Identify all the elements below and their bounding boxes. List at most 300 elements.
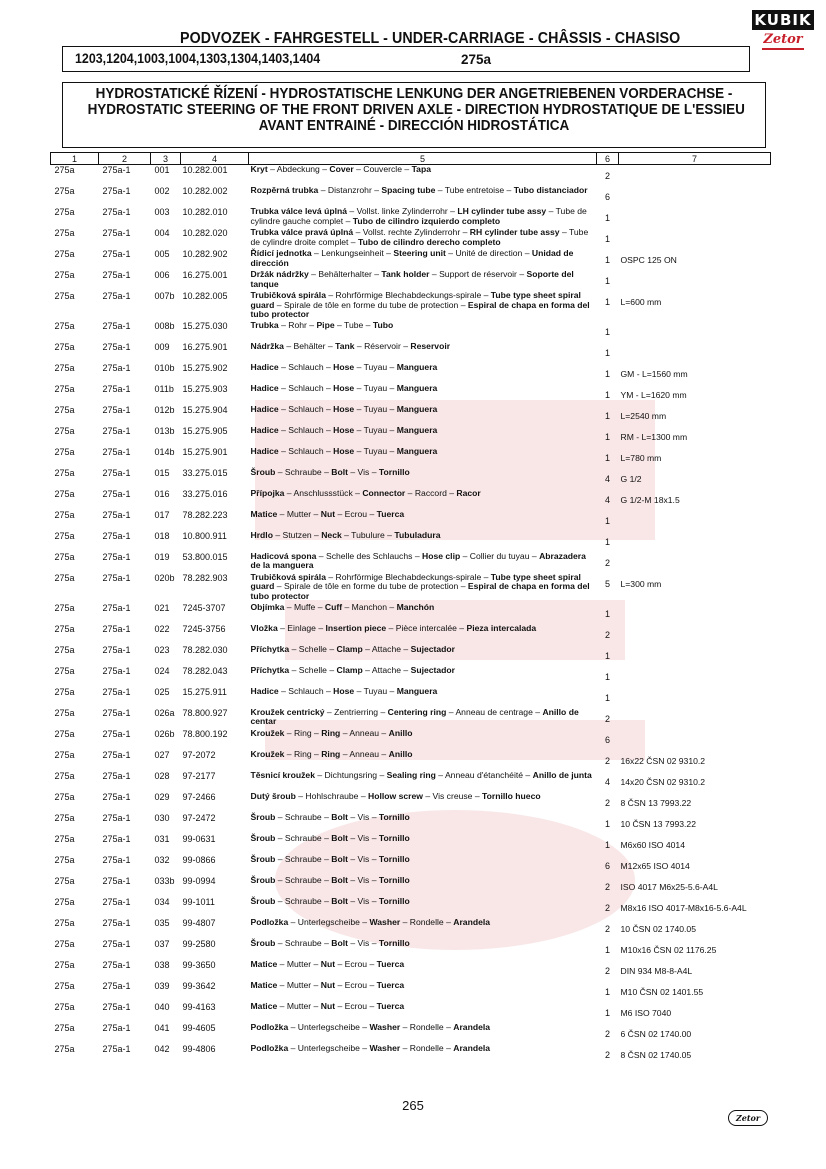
table-row [51, 531, 771, 552]
name-cz: Hrdlo [250, 529, 273, 540]
name-en: Clamp [336, 643, 363, 654]
cell-note [619, 165, 771, 187]
name-es: Pieza intercalada [466, 622, 537, 633]
cell-group: 275a [54, 875, 75, 886]
cell-note [619, 342, 771, 363]
cell-figure: 275a-1 [102, 791, 131, 802]
name-fr: Vis [357, 895, 370, 906]
name-fr: Ecrou [344, 979, 368, 990]
name-es: Tornillo [378, 853, 410, 864]
cell-description: Trubka – Rohr – Pipe – Tube – Tubo [250, 319, 394, 330]
table-row [51, 666, 771, 687]
name-cz: Příchytka [250, 643, 290, 654]
name-fr: Pièce intercalée [395, 622, 457, 633]
name-es: Anillo de junta [532, 769, 592, 780]
cell-position: 031 [154, 833, 170, 844]
cell-figure: 275a-1 [102, 404, 131, 415]
name-fr: Support de réservoir [439, 269, 517, 279]
name-cz: Hadice [250, 361, 279, 372]
cell-description: Příchytka – Schelle – Clamp – Attache – Sujectador [250, 664, 456, 675]
cell-description: Držák nádržky – Behälterhalter – Tank holder – Support de réservoir – Soporte del tanque [250, 269, 574, 289]
name-en: Tank holder [381, 269, 430, 279]
table-row [51, 468, 771, 489]
cell-note [619, 321, 771, 342]
cell-group: 275a [54, 854, 75, 865]
name-de: Schelle des Schlauchs [325, 550, 413, 561]
cell-part-number: 78.282.903 [182, 572, 228, 583]
cell-part-number: 99-4806 [182, 1043, 216, 1054]
name-fr: Tubulure [351, 529, 385, 540]
name-cz: Matice [250, 1000, 278, 1011]
cell-note: M10 ČSN 02 1401.55 [620, 986, 704, 997]
cell-position: 039 [154, 980, 170, 991]
cell-group: 275a [54, 686, 75, 697]
cell-note [619, 552, 771, 573]
name-cz: Řídicí jednotka [250, 248, 312, 258]
name-de: Ring [293, 748, 312, 759]
cell-description: Hadice – Schlauch – Hose – Tuyau – Manguera [250, 382, 438, 393]
cell-part-number: 15.275.904 [182, 404, 228, 415]
cell-quantity: 2 [604, 1028, 610, 1039]
name-es: Arandela [453, 916, 491, 927]
name-en: Washer [369, 1021, 401, 1032]
cell-part-number: 99-2580 [182, 938, 216, 949]
name-fr: Tube de cylindre droite complet [250, 227, 589, 247]
column-header: 5 [249, 153, 597, 165]
cell-position: 015 [154, 467, 170, 478]
cell-description: Těsnicí kroužek – Dichtungsring – Sealing ring – Anneau d'étanchéité – Anillo de junta [250, 769, 592, 780]
cell-group: 275a [54, 165, 75, 175]
name-de: Einlage [287, 622, 316, 633]
cell-figure: 275a-1 [102, 228, 131, 238]
name-de: Vollst. rechte Zylinderrohr [362, 227, 461, 237]
cell-figure: 275a-1 [102, 551, 131, 562]
name-en: Centering ring [387, 706, 447, 717]
cell-group: 275a [54, 602, 75, 613]
cell-part-number: 78.282.043 [182, 665, 228, 676]
table-row [51, 1044, 771, 1065]
cell-quantity: 1 [604, 650, 610, 661]
name-de: Unterlegscheibe [297, 916, 360, 927]
cell-part-number: 99-0994 [182, 875, 216, 886]
kubik-zetor-logo [752, 10, 814, 58]
name-en: Hollow screw [368, 790, 423, 801]
name-es: Anillo de centar [250, 706, 579, 727]
cell-figure: 275a-1 [102, 488, 131, 499]
name-cz: Kroužek centrický [250, 706, 325, 717]
name-fr: Spirale de tôle en forme du tube de protection [283, 299, 459, 310]
cell-note: 16x22 ČSN 02 9310.2 [620, 755, 706, 766]
cell-note: DIN 934 M8-8-A4L [620, 965, 693, 976]
cell-group: 275a [54, 207, 75, 217]
name-en: Washer [369, 916, 401, 927]
cell-quantity: 1 [604, 326, 610, 337]
cell-position: 004 [154, 228, 170, 238]
cell-position: 020b [154, 572, 175, 583]
name-cz: Hadicová spona [250, 550, 317, 561]
cell-figure: 275a-1 [102, 770, 131, 781]
table-row [51, 792, 771, 813]
cell-figure: 275a-1 [102, 1001, 131, 1012]
model-list: 1203,1204,1003,1004,1303,1304,1403,1404 [75, 51, 321, 66]
name-fr: Vis [357, 811, 370, 822]
cell-part-number: 10.800.911 [182, 530, 227, 541]
name-es: Anillo [388, 727, 413, 738]
cell-group: 275a [54, 446, 75, 457]
name-en: Bolt [331, 853, 348, 864]
page-number: 265 [402, 1098, 424, 1113]
cell-description: Matice – Mutter – Nut – Ecrou – Tuerca [250, 1000, 405, 1011]
name-cz: Hadice [250, 685, 279, 696]
cell-position: 027 [154, 749, 170, 760]
cell-position: 014b [154, 446, 175, 457]
table-row [51, 363, 771, 384]
name-es: Soporte del tanque [250, 269, 574, 289]
cell-group: 275a [54, 791, 75, 802]
cell-position: 037 [154, 938, 170, 949]
cell-position: 025 [154, 686, 170, 697]
name-en: Bolt [331, 832, 348, 843]
name-cz: Podložka [250, 1021, 289, 1032]
name-en: Tube type sheet spiral guard [250, 290, 581, 310]
cell-note: 14x20 ČSN 02 9310.2 [620, 776, 706, 787]
name-de: Mutter [286, 979, 312, 990]
name-fr: Tuyau [363, 361, 388, 372]
cell-note [619, 729, 771, 750]
cell-part-number: 33.275.016 [182, 488, 228, 499]
name-de: Ring [293, 727, 312, 738]
cell-note [619, 270, 771, 291]
cell-figure: 275a-1 [102, 980, 131, 991]
name-en: Ring [321, 727, 341, 738]
cell-figure: 275a-1 [102, 602, 131, 613]
cell-figure: 275a-1 [102, 707, 131, 718]
cell-note: GM - L=1560 mm [620, 368, 688, 379]
name-fr: Tuyau [363, 424, 388, 435]
cell-position: 032 [154, 854, 170, 865]
table-row [51, 603, 771, 624]
name-en: Hose [333, 403, 355, 414]
cell-quantity: 1 [604, 389, 610, 400]
cell-group: 275a [54, 488, 75, 499]
cell-note: L=780 mm [620, 452, 662, 463]
cell-note [619, 186, 771, 207]
logo-kubik-text: KUBIK [752, 10, 814, 30]
cell-group: 275a [54, 530, 75, 541]
table-row [51, 321, 771, 342]
cell-group: 275a [54, 833, 75, 844]
cell-part-number: 97-2472 [182, 812, 216, 823]
cell-description: Dutý šroub – Hohlschraube – Hollow screw – Vis creuse – Tornillo hueco [250, 790, 541, 801]
cell-part-number: 78.282.030 [182, 644, 228, 655]
name-es: Manguera [396, 382, 438, 393]
cell-quantity: 1 [604, 692, 610, 703]
name-de: Anschlussstück [293, 487, 353, 498]
name-es: Tubo de cilindro izquierdo completo [352, 215, 501, 226]
cell-position: 028 [154, 770, 170, 781]
cell-note: L=600 mm [620, 297, 662, 307]
cell-figure: 275a-1 [102, 749, 131, 760]
cell-position: 021 [154, 602, 170, 613]
cell-part-number: 97-2177 [182, 770, 216, 781]
cell-description: Hadice – Schlauch – Hose – Tuyau – Manguera [250, 361, 438, 372]
name-cz: Matice [250, 508, 278, 519]
name-fr: Anneau [349, 748, 380, 759]
cell-position: 023 [154, 644, 170, 655]
table-row [51, 750, 771, 771]
cell-note: RM - L=1300 mm [620, 431, 688, 442]
name-de: Zentrierring [334, 706, 379, 717]
cell-part-number: 78.800.192 [182, 728, 228, 739]
table-row [51, 645, 771, 666]
cell-quantity: 4 [604, 776, 610, 787]
cell-part-number: 10.282.002 [182, 186, 228, 196]
name-cz: Šroub [250, 895, 276, 906]
cell-description: Hadice – Schlauch – Hose – Tuyau – Manguera [250, 685, 438, 696]
cell-figure: 275a-1 [102, 207, 131, 217]
name-es: Arandela [453, 1021, 491, 1032]
name-de: Schlauch [288, 361, 324, 372]
cell-description: Trubičková spirála – Rohrförmige Blechabdeckungs-spirale – Tube type sheet spiral guard – Spirale de tôle en forme du tube de protection – Espiral de chapa en forma del tubo protector [250, 290, 590, 320]
name-de: Abdeckung [276, 164, 320, 174]
cell-quantity: 1 [604, 431, 610, 442]
cell-group: 275a [54, 812, 75, 823]
cell-figure: 275a-1 [102, 165, 131, 175]
cell-note: 8 ČSN 02 1740.05 [620, 1049, 692, 1060]
cell-part-number: 78.800.927 [182, 707, 228, 718]
name-fr: Tuyau [363, 685, 388, 696]
cell-note [619, 624, 771, 645]
name-cz: Trubka válce levá úplná [250, 206, 347, 216]
cell-group: 275a [54, 770, 75, 781]
cell-description: Kroužek centrický – Zentrierring – Centering ring – Anneau de centrage – Anillo de centar [250, 706, 579, 727]
name-cz: Příchytka [250, 664, 290, 675]
cell-group: 275a [54, 980, 75, 991]
cell-figure: 275a-1 [102, 270, 131, 280]
name-fr: Anneau d'étanchéité [444, 769, 524, 780]
cell-figure: 275a-1 [102, 623, 131, 634]
table-row [51, 918, 771, 939]
cell-part-number: 10.282.010 [182, 207, 228, 217]
name-de: Mutter [286, 958, 312, 969]
name-fr: Rondelle [409, 1021, 444, 1032]
cell-position: 026a [154, 707, 175, 718]
cell-part-number: 97-2466 [182, 791, 216, 802]
parts-table [50, 152, 771, 1065]
name-es: Tornillo [378, 874, 410, 885]
name-en: Sealing ring [386, 769, 436, 780]
cell-part-number: 15.275.903 [182, 383, 228, 394]
cell-quantity: 1 [604, 234, 610, 244]
name-es: Manguera [396, 361, 438, 372]
cell-part-number: 10.282.005 [182, 291, 228, 301]
name-en: Hose [333, 382, 355, 393]
name-es: Tornillo [378, 466, 410, 477]
name-de: Schraube [284, 466, 322, 477]
name-cz: Vložka [250, 622, 278, 633]
table-row [51, 771, 771, 792]
name-cz: Objímka [250, 601, 285, 612]
cell-position: 011b [154, 383, 174, 394]
cell-quantity: 2 [604, 902, 610, 913]
cell-group: 275a [54, 425, 75, 436]
cell-position: 041 [154, 1022, 170, 1033]
cell-group: 275a [54, 917, 75, 928]
cell-note [619, 603, 771, 624]
cell-description: Podložka – Unterlegscheibe – Washer – Rondelle – Arandela [250, 916, 491, 927]
cell-group: 275a [54, 320, 75, 331]
cell-description: Řídicí jednotka – Lenkungseinheit – Steering unit – Unité de direction – Unidad de dirección [250, 248, 574, 268]
cell-quantity: 2 [604, 629, 610, 640]
cell-note [619, 645, 771, 666]
name-en: Insertion piece [325, 622, 387, 633]
cell-figure: 275a-1 [102, 665, 131, 676]
table-header-row [51, 153, 771, 165]
cell-note: 10 ČSN 13 7993.22 [620, 818, 696, 829]
name-de: Schelle [298, 643, 327, 654]
cell-part-number: 99-4163 [182, 1001, 216, 1012]
cell-description: Matice – Mutter – Nut – Ecrou – Tuerca [250, 979, 405, 990]
cell-part-number: 10.282.001 [182, 165, 228, 175]
cell-part-number: 15.275.902 [182, 362, 228, 373]
name-en: Bolt [331, 937, 348, 948]
name-fr: Vis [357, 874, 370, 885]
cell-position: 035 [154, 917, 170, 928]
cell-part-number: 99-3642 [182, 980, 216, 991]
cell-note [619, 207, 771, 228]
footer-zetor-logo: Zetor [728, 1110, 768, 1126]
name-fr: Attache [371, 664, 402, 675]
cell-part-number: 99-0631 [182, 833, 216, 844]
cell-position: 017 [154, 509, 170, 520]
cell-quantity: 1 [604, 368, 610, 379]
name-es: Tornillo [378, 937, 410, 948]
cell-note: OSPC 125 ON [620, 255, 677, 265]
cell-figure: 275a-1 [102, 509, 131, 520]
cell-part-number: 99-1011 [182, 896, 215, 907]
name-es: Tuerca [376, 979, 405, 990]
cell-note [619, 510, 771, 531]
cell-position: 034 [154, 896, 170, 907]
name-cz: Šroub [250, 853, 276, 864]
table-row [51, 876, 771, 897]
table-row [51, 855, 771, 876]
cell-group: 275a [54, 749, 75, 760]
cell-quantity: 2 [604, 171, 610, 181]
table-row [51, 165, 771, 187]
name-cz: Šroub [250, 937, 276, 948]
cell-description: Hadice – Schlauch – Hose – Tuyau – Manguera [250, 424, 438, 435]
cell-quantity: 4 [604, 473, 610, 484]
table-row [51, 489, 771, 510]
name-en: Hose [333, 685, 355, 696]
cell-position: 006 [154, 270, 170, 280]
name-de: Unterlegscheibe [297, 1021, 360, 1032]
cell-position: 024 [154, 665, 170, 676]
cell-quantity: 2 [604, 923, 610, 934]
name-cz: Kroužek [250, 748, 285, 759]
name-de: Stutzen [282, 529, 312, 540]
cell-part-number: 15.275.911 [182, 686, 227, 697]
cell-position: 018 [154, 530, 170, 541]
name-cz: Šroub [250, 832, 276, 843]
name-fr: Vis [357, 937, 370, 948]
name-es: Manchón [396, 601, 435, 612]
cell-figure: 275a-1 [102, 291, 131, 301]
cell-note [619, 687, 771, 708]
name-cz: Nádržka [250, 340, 284, 351]
name-cz: Podložka [250, 1042, 289, 1053]
table-row [51, 729, 771, 750]
name-es: Tubo distanciador [513, 185, 588, 195]
cell-group: 275a [54, 1022, 75, 1033]
name-cz: Kryt [250, 164, 268, 174]
cell-description: Hadice – Schlauch – Hose – Tuyau – Manguera [250, 403, 438, 414]
table-row [51, 270, 771, 291]
name-cz: Trubka [250, 319, 279, 330]
cell-figure: 275a-1 [102, 1043, 131, 1054]
name-en: Tube type sheet spiral guard [250, 571, 581, 592]
name-cz: Hadice [250, 445, 279, 456]
name-en: Washer [369, 1042, 401, 1053]
cell-description: Šroub – Schraube – Bolt – Vis – Tornillo [250, 937, 410, 948]
name-de: Muffe [293, 601, 316, 612]
cell-part-number: 99-3650 [182, 959, 216, 970]
cell-description: Podložka – Unterlegscheibe – Washer – Rondelle – Arandela [250, 1021, 491, 1032]
cell-part-number: 53.800.015 [182, 551, 228, 562]
cell-quantity: 1 [604, 986, 610, 997]
cell-part-number: 10.282.020 [182, 228, 228, 238]
page-title: PODVOZEK - FAHRGESTELL - UNDER-CARRIAGE - CHÂSSIS - CHASISO [180, 30, 681, 47]
name-es: Espiral de chapa en forma del tubo protector [250, 299, 590, 320]
cell-part-number: 16.275.001 [182, 270, 228, 280]
cell-group: 275a [54, 1001, 75, 1012]
name-en: Pipe [316, 319, 335, 330]
name-fr: Vis [357, 832, 370, 843]
cell-group: 275a [54, 1043, 75, 1054]
cell-note: M6x60 ISO 4014 [620, 839, 685, 850]
cell-quantity: 1 [604, 839, 610, 850]
cell-note [619, 708, 771, 729]
cell-description: Příchytka – Schelle – Clamp – Attache – Sujectador [250, 643, 456, 654]
cell-part-number: 99-4807 [182, 917, 216, 928]
name-es: Abrazadera de la manguera [250, 550, 586, 571]
name-de: Schraube [284, 832, 322, 843]
cell-note: 6 ČSN 02 1740.00 [620, 1028, 692, 1039]
cell-position: 042 [154, 1043, 170, 1054]
cell-quantity: 1 [604, 608, 610, 619]
name-es: Sujectador [410, 664, 456, 675]
name-fr: Tuyau [363, 403, 388, 414]
cell-group: 275a [54, 509, 75, 520]
cell-group: 275a [54, 270, 75, 280]
cell-note: M6 ISO 7040 [620, 1007, 672, 1018]
cell-figure: 275a-1 [102, 875, 131, 886]
name-es: Reservoir [410, 340, 451, 351]
name-de: Schlauch [288, 382, 324, 393]
cell-position: 001 [154, 165, 170, 175]
cell-description: Šroub – Schraube – Bolt – Vis – Tornillo [250, 811, 410, 822]
name-fr: Ecrou [344, 508, 368, 519]
name-cz: Hadice [250, 424, 279, 435]
name-en: Hose [333, 361, 355, 372]
column-header: 3 [151, 153, 181, 165]
name-fr: Tuyau [363, 382, 388, 393]
name-en: Clamp [336, 664, 363, 675]
name-en: Connector [362, 487, 406, 498]
name-fr: Vis [357, 853, 370, 864]
cell-note: M12x65 ISO 4014 [620, 860, 690, 871]
